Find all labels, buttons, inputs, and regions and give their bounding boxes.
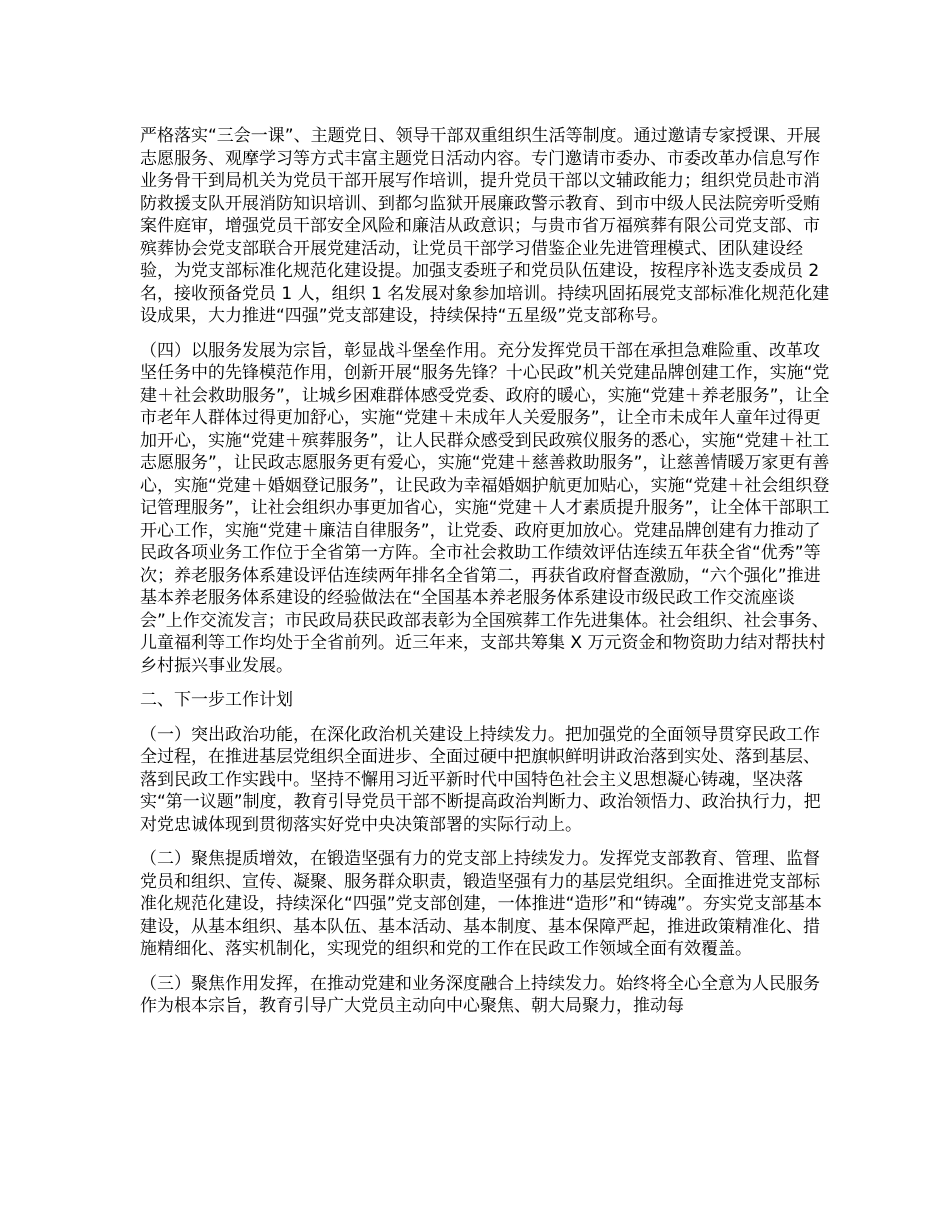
section-heading-next-plan: 二、下一步工作计划: [140, 690, 293, 710]
paragraph-role-integration: （三）聚焦作用发挥，在推动党建和业务深度融合上持续发力。始终将全心全意为人民服务作为根本宗旨，教育引导广大党员主动向中心聚焦、朝大局聚力，推动每: [140, 973, 820, 1016]
paragraph-quality-efficiency: （二）聚焦提质增效，在锻造坚强有力的党支部上持续发力。发挥党支部教育、管理、监督党员和组织、宣传、凝聚、服务群众职责，锻造坚强有力的基层党组织。全面推进党支部标准化规范化建设，持续深化“四强”党支部创建，一体推进“造形”和“铸魂”。夯实党支部基本建设，从基本组织、基本队伍、基本活动、基本制度、基本保障严起，推进政策精准化、措施精细化、落实机制化，实现党的组织和党的工作在民政工作领域全面有效覆盖。: [140, 849, 822, 959]
paragraph-party-life-system: 严格落实“三会一课”、主题党日、领导干部双重组织生活等制度。通过邀请专家授课、开展志愿服务、观摩学习等方式丰富主题党日活动内容。专门邀请市委办、市委改革办信息写作业务骨干到局机关为党员干部开展写作培训，提升党员干部以文辅政能力；组织党员赴市消防救援支队开展消防知识培训、到都匀监狱开展廉政警示教育、到市中级人民法院旁听受贿案件庭审，增强党员干部安全风险和廉洁从政意识；与贵市省万福殡葬有限公司党支部、市殡葬协会党支部联合开展党建活动，让党员干部学习借鉴企业先进管理模式、团队建设经验，为党支部标准化规范化建设提。加强支委班子和党员队伍建设，按程序补选支委成员 2 名，接收预备党员 1 人，组织 1 名发展对象参加培训。持续巩固拓展党支部标准化规范化建设成果，大力推进“四强”党支部建设，持续保持“五星级”党支部称号。: [140, 126, 830, 326]
paragraph-political-function: （一）突出政治功能，在深化政治机关建设上持续发力。把加强党的全面领导贯穿民政工作全过程，在推进基层党组织全面进步、全面过硬中把旗帜鲜明讲政治落到实处、落到基层、落到民政工作实践中。坚持不懈用习近平新时代中国特色社会主义思想凝心铸魂，坚决落实“第一议题”制度，教育引导党员干部不断提高政治判断力、政治领悟力、政治执行力，把对党忠诚体现到贯彻落实好党中央决策部署的实际行动上。: [140, 724, 821, 835]
paragraph-service-development: （四）以服务发展为宗旨，彰显战斗堡垒作用。充分发挥党员干部在承担急难险重、改革攻坚任务中的先锋模范作用，创新开展“服务先锋？十心民政”机关党建品牌创建工作，实施“党建＋社会救助服务”，让城乡困难群体感受党委、政府的暖心，实施“党建＋养老服务”，让全市老年人群体过得更加舒心，实施“党建＋未成年人关爱服务”，让全市未成年人童年过得更加开心，实施“党建＋殡葬服务”，让人民群众感受到民政殡仪服务的悉心，实施“党建＋社工志愿服务”，让民政志愿服务更有爱心，实施“党建＋慈善救助服务”，让慈善情暖万家更有善心，实施“党建＋婚姻登记服务”，让民政为幸福婚姻护航更加贴心，实施“党建＋社会组织登记管理服务”，让社会组织办事更加省心，实施“党建＋人才素质提升服务”，让全体干部职工开心工作，实施“党建＋廉洁自律服务”，让党委、政府更加放心。党建品牌创建有力推动了民政各项业务工作位于全省第一方阵。全市社会救助工作绩效评估连续五年获全省“优秀”等次；养老服务体系建设评估连续两年排名全省第二，再获省政府督查激励，“六个强化”推进基本养老服务体系建设的经验做法在“全国基本养老服务体系建设市级民政工作交流座谈会”上作交流发言；市民政局获民政部表彰为全国殡葬工作先进集体。社会组织、社会事务、儿童福利等工作均处于全省前列。近三年来，支部共筹集 X 万元资金和物资助力结对帮扶村乡村振兴事业发展。: [140, 340, 830, 676]
document-page: [140, 125, 830, 1030]
